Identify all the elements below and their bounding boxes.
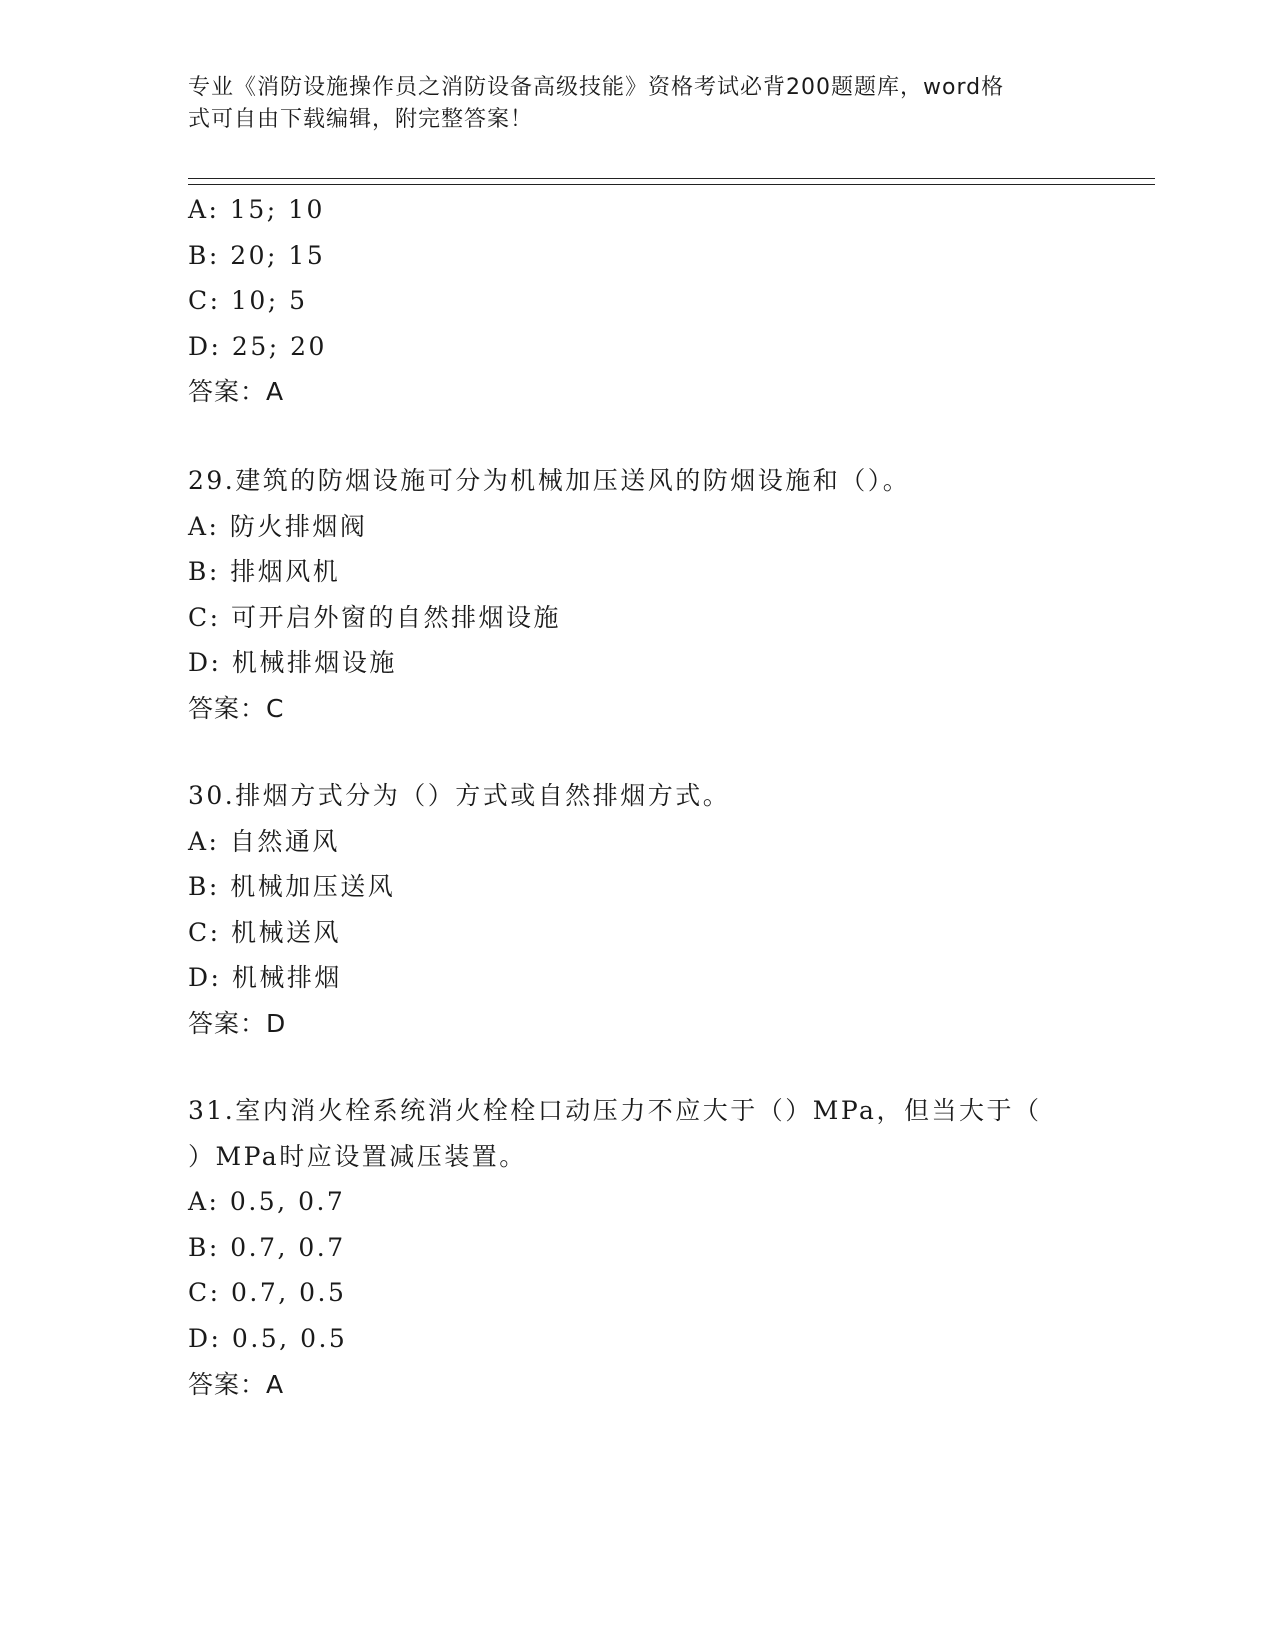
- question-31: [188, 1088, 1088, 1407]
- answer: 答案：C: [188, 693, 285, 723]
- option-d: D: 0.5, 0.5: [188, 1323, 348, 1353]
- option-d: D: 机械排烟: [188, 963, 342, 993]
- option-b: B: 0.7, 0.7: [188, 1232, 346, 1262]
- option-c: C: 机械送风: [188, 917, 341, 947]
- question-stem-line-1: 31.室内消火栓系统消火栓栓口动压力不应大于（）MPa，但当大于（: [188, 1096, 1042, 1125]
- question-stem: 30.排烟方式分为（）方式或自然排烟方式。: [188, 781, 731, 810]
- answer: 答案：A: [188, 1369, 285, 1399]
- option-a: A: 自然通风: [188, 826, 340, 856]
- option-c: C: 0.7, 0.5: [188, 1278, 347, 1308]
- answer: 答案：D: [188, 1008, 287, 1038]
- answer: 答案：A: [188, 377, 285, 407]
- option-b: B: 排烟风机: [188, 557, 341, 587]
- option-d: D: 机械排烟设施: [188, 648, 397, 678]
- question-30: [188, 773, 1088, 1047]
- document-header: [188, 72, 1068, 136]
- option-b: B: 20; 15: [188, 240, 326, 270]
- question-29: [188, 458, 1088, 732]
- option-c: C: 10; 5: [188, 286, 308, 316]
- option-c: C: 可开启外窗的自然排烟设施: [188, 602, 561, 632]
- option-b: B: 机械加压送风: [188, 872, 396, 902]
- header-divider-bottom: [188, 184, 1155, 185]
- question-stem: 29.建筑的防烟设施可分为机械加压送风的防烟设施和（）。: [188, 466, 911, 495]
- option-a: A: 防火排烟阀: [188, 511, 368, 541]
- option-d: D: 25; 20: [188, 331, 327, 361]
- header-line-1: 专业《消防设施操作员之消防设备高级技能》资格考试必背200题题库，word格: [188, 75, 1005, 100]
- option-a: A: 15; 10: [188, 195, 325, 224]
- header-line-2: 式可自由下载编辑，附完整答案！: [188, 107, 534, 132]
- header-divider-top: [188, 178, 1155, 179]
- question-stem-line-2: ）MPa时应设置减压装置。: [188, 1141, 527, 1171]
- question-28: [188, 187, 1088, 415]
- option-a: A: 0.5, 0.7: [188, 1187, 346, 1217]
